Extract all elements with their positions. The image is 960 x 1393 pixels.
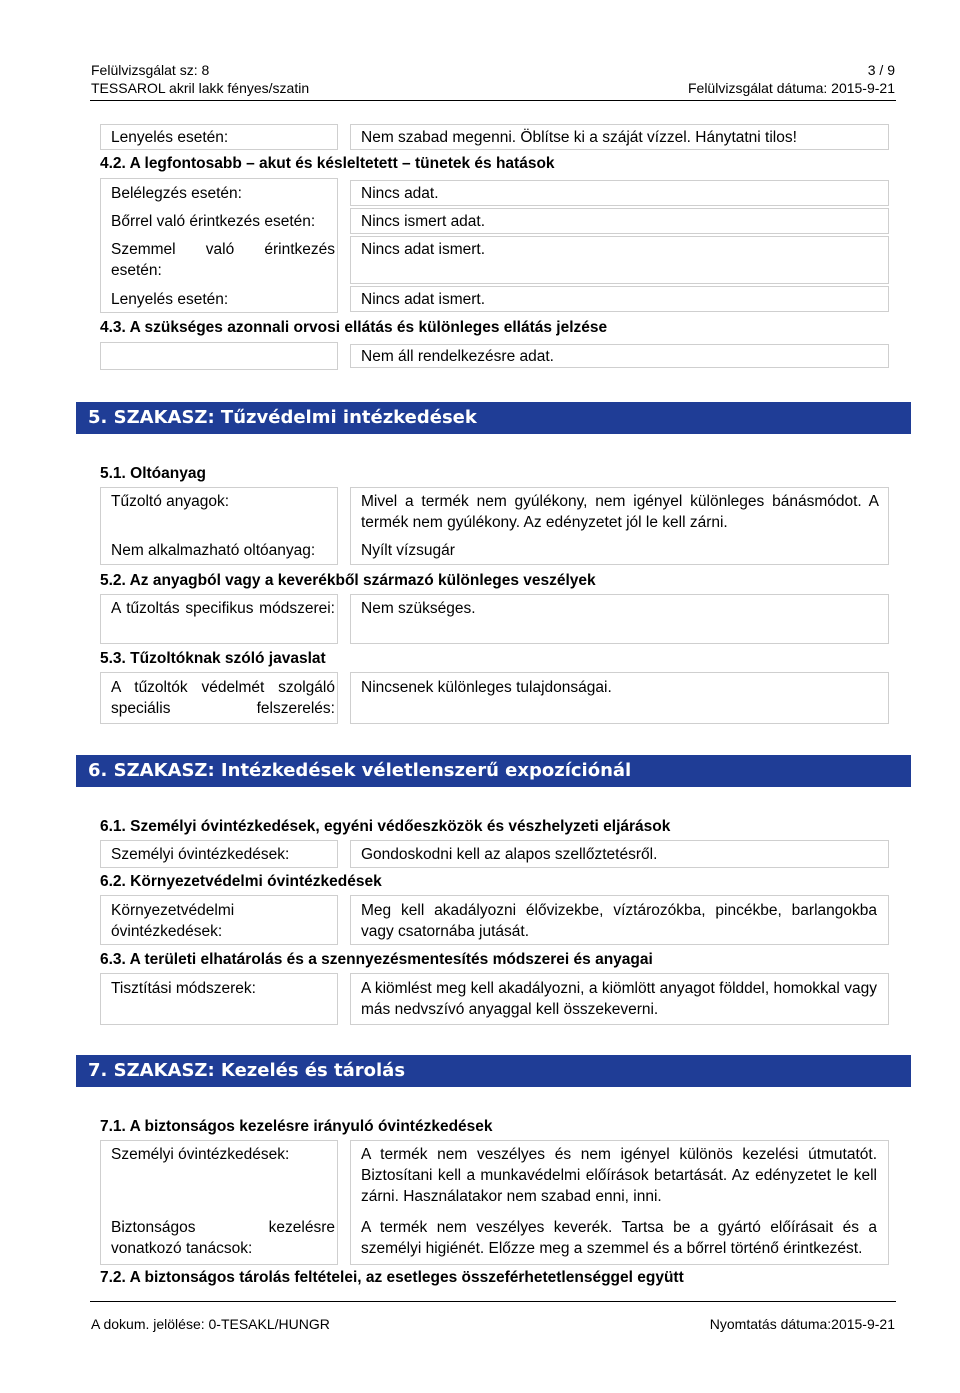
subsection-7-2-heading: 7.2. A biztonságos tárolás feltételei, az esetleges összeférhetetlenséggel együtt	[100, 1269, 684, 1286]
environmental-precautions-label: Környezetvédelmi óvintézkedések:	[111, 902, 235, 940]
table-4-3-label-cell	[100, 342, 338, 370]
subsection-7-1-heading: 7.1. A biztonságos kezelésre irányuló óvintézkedések	[100, 1118, 493, 1135]
protective-equipment-label: A tűzoltók védelmét szolgáló speciális felszerelés:	[111, 679, 335, 717]
subsection-6-1-heading: 6.1. Személyi óvintézkedések, egyéni védőeszközök és vészhelyzeti eljárások	[100, 818, 671, 835]
handling-precautions-value: A termék nem veszélyes és nem igényel különös kezelési útmutatót. Biztosítani kell a munkavédelmi előírások betartását. Az edényzetet le kell zárni. Használatakor nem szabad enni, inni.	[361, 1146, 877, 1205]
header-page-number: 3 / 9	[867, 62, 895, 78]
subsection-4-2-heading: 4.2. A legfontosabb – akut és késleltetett – tünetek és hatások	[100, 155, 555, 172]
medical-attention-value: Nem áll rendelkezésre adat.	[361, 348, 554, 365]
ingestion-value: Nem szabad megenni. Öblítse ki a száját vízzel. Hánytatni tilos!	[361, 129, 797, 146]
cleanup-methods-label: Tisztítási módszerek:	[111, 980, 256, 997]
environmental-precautions-value: Meg kell akadályozni élővizekbe, víztározókba, pincékbe, barlangokba vagy csatornába jutását.	[361, 902, 877, 940]
unsuitable-media-label: Nem alkalmazható oltóanyag:	[111, 542, 316, 559]
eye-contact-label: Szemmel való érintkezés esetén:	[111, 241, 335, 279]
skin-contact-value: Nincs ismert adat.	[361, 213, 486, 230]
cleanup-methods-value: A kiömlést meg kell akadályozni, a kiömlött anyagot földdel, homokkal vagy más nedvszívó anyaggal kell összekeverni.	[361, 980, 877, 1018]
safe-handling-advice-value: A termék nem veszélyes keverék. Tartsa be a gyártó előírásait és a személyi higiénét. Előzze meg a szemmel és a bőrrel történő érintkezést.	[361, 1219, 877, 1257]
header-product: TESSAROL akril lakk fényes/szatin	[91, 80, 310, 96]
unsuitable-media-value: Nyílt vízsugár	[361, 542, 455, 559]
personal-precautions-value: Gondoskodni kell az alapos szellőztetésről.	[361, 846, 658, 863]
subsection-6-2-heading: 6.2. Környezetvédelmi óvintézkedések	[100, 873, 382, 890]
section-5-banner: 5. SZAKASZ: Tűzvédelmi intézkedések	[76, 402, 911, 434]
inhalation-label: Belélegzés esetén:	[111, 185, 242, 202]
footer-rule	[90, 1301, 896, 1302]
inhalation-value: Nincs adat.	[361, 185, 439, 202]
extinguishing-media-label: Tűzoltó anyagok:	[111, 493, 230, 510]
protective-equipment-value: Nincsenek különleges tulajdonságai.	[361, 679, 612, 696]
eye-contact-value: Nincs adat ismert.	[361, 241, 486, 258]
section-7-banner: 7. SZAKASZ: Kezelés és tárolás	[76, 1055, 911, 1087]
header-revision: Felülvizsgálat sz: 8	[91, 62, 210, 78]
subsection-5-2-heading: 5.2. Az anyagból vagy a keverékből származó különleges veszélyek	[100, 572, 596, 589]
handling-precautions-label: Személyi óvintézkedések:	[111, 1146, 290, 1163]
section-6-banner: 6. SZAKASZ: Intézkedések véletlenszerű expozíciónál	[76, 755, 911, 787]
skin-contact-label: Bőrrel való érintkezés esetén:	[111, 213, 316, 230]
subsection-5-1-heading: 5.1. Oltóanyag	[100, 465, 206, 482]
header-revision-date: Felülvizsgálat dátuma: 2015-9-21	[687, 80, 895, 96]
subsection-6-3-heading: 6.3. A területi elhatárolás és a szennyezésmentesítés módszerei és anyagai	[100, 951, 653, 968]
ingestion-label: Lenyelés esetén:	[111, 129, 229, 146]
ingestion-4-2-label: Lenyelés esetén:	[111, 291, 229, 308]
header-rule	[90, 100, 896, 101]
extinguishing-media-value: Mivel a termék nem gyúlékony, nem igényel különleges bánásmódot. A termék nem gyúlékony. Az edényzetet jól le kell zárni.	[361, 493, 879, 531]
subsection-4-3-heading: 4.3. A szükséges azonnali orvosi ellátás és különleges ellátás jelzése	[100, 319, 608, 336]
personal-precautions-label: Személyi óvintézkedések:	[111, 846, 290, 863]
footer-print-date: Nyomtatás dátuma:2015-9-21	[709, 1316, 895, 1332]
ingestion-4-2-value: Nincs adat ismert.	[361, 291, 486, 308]
firefighting-methods-label: A tűzoltás specifikus módszerei:	[111, 600, 335, 617]
subsection-5-3-heading: 5.3. Tűzoltóknak szóló javaslat	[100, 650, 326, 667]
safe-handling-advice-label: Biztonságos kezelésre vonatkozó tanácsok:	[111, 1219, 335, 1257]
footer-document-id: A dokum. jelölése: 0-TESAKL/HUNGR	[91, 1316, 330, 1332]
firefighting-methods-value: Nem szükséges.	[361, 600, 476, 617]
